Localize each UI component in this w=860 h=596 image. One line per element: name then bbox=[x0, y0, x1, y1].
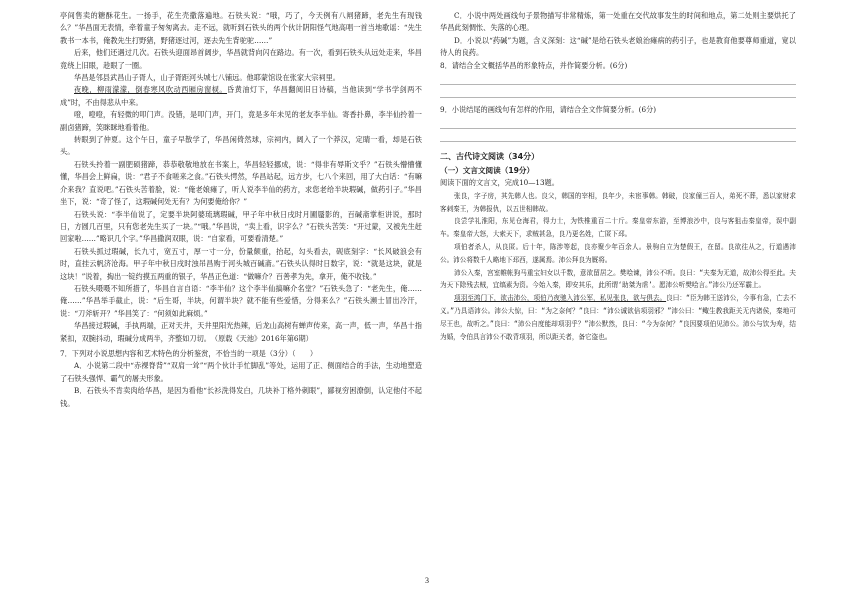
paragraph-rest: 昏黄油灯下，华昌翻阅旧日诗稿，当他读到“学书学剑两不成”时，不由得悲从中来。 bbox=[60, 85, 422, 107]
story-paragraph: 华昌是邻县武昌山子胥人，山子胥距河头城七八铺远。他耶蒙馆设在张家大宗祠里。 bbox=[74, 73, 340, 83]
answer-line bbox=[440, 141, 796, 142]
question-7 bbox=[60, 348, 422, 410]
story-paragraph: 石铁头拎着一副肥硕猪蹄，恭恭敬敬地放在书案上，华昌轻轻挪成，说：“得非有辱斯文乎？”石铁头懵懵懂懂，华昌会上鲜扁，说：“君子不食嗟来之食。”石铁头愕然，华昌站起，远方步，七八个来回，用了大白话：“有嘛介来我？直说吧。”石铁头苦着脸，说：“俺老娘瘫了，听人说李半仙的药方，求您老给半块瑕碱，做药引子。”华昌坐下，说：“奇了怪了，这瑕碱何处无有？为何要俺给你？” bbox=[60, 159, 422, 207]
subsection-1-heading: （一）文言文阅读（19分） bbox=[440, 166, 535, 176]
underlined-sentence: 项羽至鸿门下，欲击沛公，项伯乃夜驰入沛公军，私见张良，欲与俱去。 bbox=[454, 294, 667, 303]
story-paragraph bbox=[60, 84, 422, 109]
story-paragraph: 石铁头说：“李半仙说了，定要半块阿婆琉璃瑕碱，甲子年中秋日戌时月圃蜃影的，百碱斋掌柜讲说，那时日，方圆几百里，只有您老先生买了一块。”“哦。”华昌说，“卖上看，识字么？”石铁头苦笑：“开过蒙，又被先生赶回家啦……”略识几个字。”华昌撒润双眼，说：“自家看，可要看清楚。” bbox=[60, 209, 422, 244]
right-column bbox=[440, 10, 796, 343]
story-paragraph: 转眼到了仲夏。这个午日，童子早散学了，华昌闲倚然球，宗祠内，阔入了一个莽汉，定睛一看，却是石铁头。 bbox=[60, 135, 422, 157]
classical-paragraph: 项伯者杀人，从良匿。后十年，陈涉等起，良亦聚少年百余人。景驹自立为楚假王，在留。良欲往从之，行道遇沛公。沛公将数千人略地下邳西，遂属焉。沛公拜良为厩将。 bbox=[440, 243, 796, 264]
answer-line bbox=[440, 128, 796, 129]
story-paragraph: 亭间售卖的糖酥花生。一扬手，花生壳撒落遍地。石铁头说：“哦，巧了，今天例有八闸猪蹄，老先生有现钱么？”华昌面无表情，牵着童子匆匆离去。走不远，就听到石铁头的两个伙计阴阳怪气地高唱一首当地歌谣：“先生教书一本书，俺教先生打野猪，野猪逐过河，逐去先生背驼驼……” bbox=[60, 11, 422, 45]
classical-paragraph: 良尝学礼淮阳，东见仓海君，得力士，为铁椎重百二十斤。秦皇帝东游，至博浪沙中，良与客狙击秦皇帝，误中副车。秦皇帝大怒，大索天下，求贼甚急，良乃更名姓，亡匿下邳。 bbox=[440, 217, 796, 239]
question-8: 8．请结合全文概括华昌的形象特点，并作简要分析。(6分) bbox=[440, 60, 628, 70]
question-7-option-d: D．小说以“药碱”为题，含义深刻：这“碱”是给石铁头老娘治瘫病的药引子，也是教育他要尊师重道，宽以待人的良药。 bbox=[440, 35, 796, 58]
page-number: 3 bbox=[425, 576, 429, 585]
question-7-option-a: A．小说第二段中“赤裸脊背”“双肩一耸”“两个伙计手忙脚乱”等处，运用了正、侧面结合的手法，生动地塑造了石铁头强悍、霸气的屠夫形象。 bbox=[60, 361, 422, 383]
underlined-sentence: 夜晚，柳雨濛濛，倒春寒风吹动西厢房窗棂。 bbox=[74, 85, 228, 95]
answer-line bbox=[440, 84, 796, 85]
story-paragraph: 石铁头抓过瑕碱，长九寸，宽五寸，厚一寸一分，份量颇重，抬起，勾头看去，砚底刻字：“长风破浪会有时，直挂云帆济沧海。甲子年中秋日戌时浊吊昌购于河头城百碱斋。”石铁头认得时日数字，说：“就是这块，就是这块！”说着，掏出一锭约摸五两重的银子，华昌正色道：“做嘛介？百善孝为先，拿开，俺不收钱。” bbox=[60, 246, 422, 281]
answer-line bbox=[440, 97, 796, 98]
story-text bbox=[60, 10, 422, 345]
classical-text bbox=[440, 190, 796, 344]
story-paragraph: 华昌接过瑕碱，手执两端，正对天井，天井里阳光热辣，后龙山高树有蝉声传来，高一声，低一声，华昌十指紧扣，双腕抖动，瑕碱分成两半，齐整如刀切。 （原载《天池》2016年第6期） bbox=[60, 321, 422, 343]
left-column bbox=[60, 10, 422, 410]
classical-paragraph bbox=[440, 292, 796, 343]
story-paragraph: 后来，他们还遇过几次。石铁头迎面昂首阔步，华昌就背向闪在路边。有一次，看到石铁头从远处走来，华昌竟绕上旧眼，趁眼了一圈。 bbox=[60, 48, 422, 70]
classical-paragraph: 张良，字子房，其先韩人也。良父，韩国的宰相，良年少，未宦事韩。韩破，良家僮三百人，弟死不葬，悉以家财求客刺秦王，为韩报仇，以五世相韩故。 bbox=[440, 191, 796, 213]
question-7-stem: 7．下列对小说思想内容和艺术特色的分析鉴赏，不恰当的一项是（3分）（ ） bbox=[60, 348, 318, 358]
question-7-option-b: B．石铁头不肯卖肉给华昌，是因为看他“长衫洗得发白，几块补丁格外刺眼”，鄙视穷困潦倒，认定他付不起钱。 bbox=[60, 386, 422, 408]
reading-intro: 阅读下面的文言文，完成10—13题。 bbox=[440, 178, 559, 188]
paragraph-rest: 良曰：“臣为韩王送沛公，今事有急，亡去不义。”乃具语沛公。沛公大惊，曰：“为之奈何？”良曰：“沛公诚欲倍项羽邪？”沛公曰：“鲰生教我距关无内诸侯，秦地可尽王也，故听之。”良曰：“沛公自度能却项羽乎？”沛公默然，良曰：“今为奈何？”良因要项伯见沛公。沛公与饮为寿，结为婚，令伯具言沛公不敢背项羽，所以距关者，备它盗也。 bbox=[440, 294, 796, 341]
story-paragraph: 噔，噔噔，有轻微的叩门声。没错，是叩门声，开门，竟是多年未见的老友李半仙。寄香扑鼻，李半仙拎着一副卤猪蹄，笑眯眯地看着他。 bbox=[60, 110, 422, 132]
section-2-heading: 二、古代诗文阅读（34分） bbox=[440, 152, 540, 162]
classical-paragraph: 沛公入秦，宫室帷帐狗马重宝妇女以千数，意欲留居之。樊哙谏，沛公不听。良曰：“夫秦为无道，故沛公得至此。夫为天下除残去贼，宜缟素为资。今始入秦，即安其乐，此所谓‘助桀为虐’。愿沛公听樊哙言。”沛公乃还军霸上。 bbox=[440, 268, 796, 290]
question-9: 9．小说结尾的画线句有怎样的作用，请结合全文作简要分析。(6分) bbox=[440, 105, 657, 115]
story-paragraph: 石铁头嗫嗫不知所措了，华昌自言自语：“李半仙？这个李半仙搞嘛介名堂？”石铁头急了：“老先生，俺……俺……”华昌举手截止，说：“后生哥，半块，何谓半块？就不能有些爱惜，分得来么？”石铁头濒士冒出冷汗，说：“刀斧斩开？”华昌笑了：“何须如此麻烦。” bbox=[60, 283, 422, 318]
question-7-option-c: C．小说中两处画线句子景物描写非常精炼，第一处重在交代故事发生的时间和地点，第二处则主要烘托了华昌此刻惆怅、失落的心理。 bbox=[440, 11, 796, 33]
